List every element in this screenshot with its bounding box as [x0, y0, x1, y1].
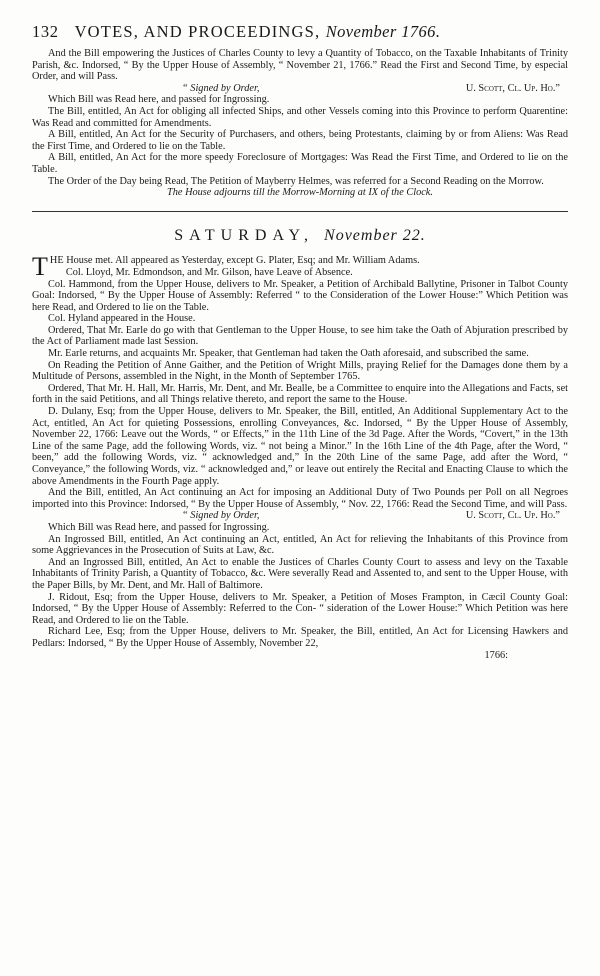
paragraph: The Bill, entitled, An Act for obliging all infected Ships, and other Vessels coming into this Province to perform Quarentine: Was Read and committed for Amendments. — [32, 105, 568, 129]
running-title: VOTES, AND PROCEEDINGS, November 1766. — [74, 22, 441, 41]
paragraph: And the Bill, entitled, An Act continuing an Act for imposing an Additional Duty of Two Pounds per Poll on all Negroes imported into this Province: Indorsed, “ By the Upper House of Assembly, “ Nov. 22, 1766: Read the Second Time, and will Pass. — [32, 487, 568, 510]
paragraph: Ordered, That Mr. Earle do go with that Gentleman to the Upper House, to see him take the Oath of Abjuration prescribed by the Act of Parliament made last Session. — [32, 324, 568, 348]
paragraph: Richard Lee, Esq; from the Upper House, delivers to Mr. Speaker, the Bill, entitled, An Act for Licensing Hawkers and Pedlars: Indorsed, “ By the Upper House of Assembly, November 22, — [32, 626, 568, 649]
page-number: 132 — [32, 22, 59, 41]
paragraph: And the Bill empowering the Justices of Charles County to levy a Quantity of Tobacco, on the Taxable Inhabitants of Trinity Parish, &c. Indorsed, “ By the Upper House of Assembly, “ November 21, 1766.” Read the First and Second Time, by especial Order, and will Pass. — [32, 48, 568, 83]
paragraph: D. Dulany, Esq; from the Upper House, delivers to Mr. Speaker, the Bill, entitled, An Additional Supplementary Act to the Act, entitled, An Act for quieting Possessions, enrolling Conveyances, &c. Indorsed, “ By the Upper House of Assembly, November 22, 1766: Leave out the Words, “ or Effects,” in the 11th Line of the 3d Page. After the Words, “Covert,” in the 13th Line of the same Page, add the following Words, viz. “ not being a Minor.” In the 16th Line of the 4th Page, after the Word, “ been,” add the following Words, viz. “ acknowledged and,” In the 20th Line of the same Page, add after the Word, “ Conveyance,” the following Words, viz. “ acknowledged and,” or leave out entirely the Recital and Enacting Clause to which the above Amendments in the Fourth Page apply. — [32, 406, 568, 487]
paragraph: Col. Lloyd, Mr. Edmondson, and Mr. Gilson, have Leave of Absence. — [65, 266, 353, 278]
day-heading: SATURDAY, November 22. — [174, 226, 426, 244]
paragraph: An Ingrossed Bill, entitled, An Act continuing an Act, entitled, An Act for relieving the Inhabitants of this Province from some Aggrievances in the Prosecution of Suits at Law, &c. — [32, 533, 568, 557]
paragraph: Which Bill was Read here, and passed for Ingrossing. — [48, 94, 270, 106]
section-divider — [32, 211, 568, 212]
paragraph: On Reading the Petition of Anne Gaither, and the Petition of Wright Mills, praying Relief for the Damages done them by a Multitude of Persons, assembled in the Night, in the Month of September 1765. — [32, 359, 568, 383]
running-header — [32, 22, 568, 48]
paragraph: Mr. Earle returns, and acquaints Mr. Speaker, that Gentleman had taken the Oath aforesaid, and subscribed the same. — [48, 348, 529, 360]
paragraph: Ordered, That Mr. H. Hall, Mr. Harris, Mr. Dent, and Mr. Bealle, be a Committee to enquire into the Allegations and Facts, set forth in the said Petitions, and all Things relative thereto, and report the same to the House. — [32, 382, 568, 406]
paragraph: J. Ridout, Esq; from the Upper House, delivers to Mr. Speaker, a Petition of Moses Frampton, in Cæcil County Goal: Indorsed, “ By the Upper House of Assembly: Referred to the Con- “ sideration of the Lower House:” Which Petition was here Read, and Ordered to lie on the Table. — [32, 591, 568, 626]
signature-line: “ Signed by Order, U. Scott, Cl. Up. Ho.” — [182, 510, 560, 522]
paragraph: A Bill, entitled, An Act for the more speedy Foreclosure of Mortgages: Was Read the First Time, and Ordered to lie on the Table. — [32, 152, 568, 175]
signature-line: “ Signed by Order, U. Scott, Cl. Up. Ho.” — [182, 82, 560, 94]
page-tail: 1766: — [484, 649, 508, 661]
drop-cap: T — [32, 252, 48, 282]
paragraph: Col. Hyland appeared in the House. — [48, 313, 196, 325]
paragraph: A Bill, entitled, An Act for the Security of Purchasers, and others, being Protestants, claiming by or from Aliens: Was Read the First Time, and Ordered to lie on the Table. — [32, 129, 568, 152]
paragraph: The Order of the Day being Read, The Petition of Mayberry Helmes, was referred for a Second Reading on the Morrow. — [48, 175, 544, 187]
opening-paragraph: THE House met. All appeared as Yesterday, except G. Plater, Esq; and Mr. William Adams. — [32, 252, 420, 282]
paragraph: And an Ingrossed Bill, entitled, An Act to enable the Justices of Charles County Court to assess and levy on the Taxable Inhabitants of Trinity Parish, a Quantity of Tobacco, &c. Were severally Read and Assented to, and sent to the Upper House, with the Paper Bills, by Mr. Dent, and Mr. Hall of Baltimore. — [32, 556, 568, 591]
adjournment-line: The House adjourns till the Morrow-Morning at IX of the Clock. — [167, 187, 433, 199]
running-title-date: November 1766. — [325, 22, 441, 41]
paragraph: Which Bill was Read here, and passed for Ingrossing. — [48, 521, 270, 533]
paragraph: Col. Hammond, from the Upper House, delivers to Mr. Speaker, a Petition of Archibald Ballytine, Prisoner in Talbot County Goal: Indorsed, “ By the Upper House of Assembly: Referred “ to the Consideration of the Lower House:” Which Petition was here Read, and Ordered to lie on the Table. — [32, 278, 568, 313]
